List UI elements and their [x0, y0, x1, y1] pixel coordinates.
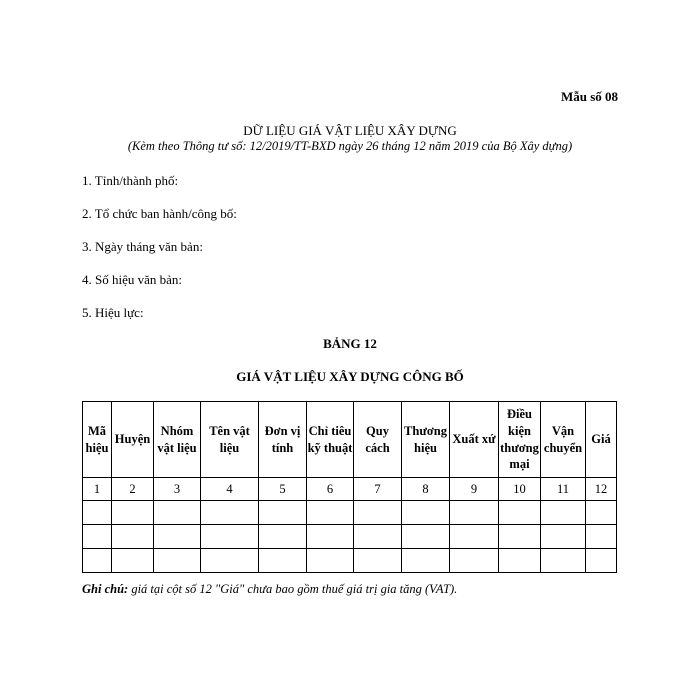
table-cell	[259, 525, 307, 549]
header-transport: Vận chuyển	[541, 402, 586, 478]
info-fields	[82, 173, 237, 338]
table-header-row	[83, 402, 617, 478]
table-cell	[201, 549, 259, 573]
table-cell	[307, 501, 354, 525]
table-cell	[201, 501, 259, 525]
column-number: 10	[499, 478, 541, 501]
table-cell	[450, 549, 499, 573]
table-cell	[450, 501, 499, 525]
table-cell	[83, 501, 112, 525]
field-issuing-organization: 2. Tổ chức ban hành/công bố:	[82, 206, 237, 221]
table-row	[83, 501, 617, 525]
document-subtitle: (Kèm theo Thông tư số: 12/2019/TT-BXD ngày 26 tháng 12 năm 2019 của Bộ Xây dựng)	[127, 139, 573, 153]
table-cell	[541, 525, 586, 549]
table-cell	[112, 549, 154, 573]
table-cell	[259, 549, 307, 573]
table-row	[83, 549, 617, 573]
header-material-group: Nhóm vật liệu	[154, 402, 201, 478]
table-cell	[450, 525, 499, 549]
table-cell	[112, 501, 154, 525]
header-specification: Quy cách	[354, 402, 402, 478]
price-table	[82, 401, 617, 573]
table-cell	[586, 549, 617, 573]
table-cell	[541, 501, 586, 525]
table-cell	[201, 525, 259, 549]
column-number: 7	[354, 478, 402, 501]
header-unit: Đơn vị tính	[259, 402, 307, 478]
note	[82, 582, 457, 597]
column-number: 12	[586, 478, 617, 501]
note-label: Ghi chú:	[82, 582, 129, 596]
table-cell	[586, 525, 617, 549]
table-cell	[402, 525, 450, 549]
column-number: 1	[83, 478, 112, 501]
column-number: 5	[259, 478, 307, 501]
table-cell	[499, 525, 541, 549]
field-document-date: 3. Ngày tháng văn bản:	[82, 239, 203, 254]
table-cell	[402, 501, 450, 525]
field-effective: 5. Hiệu lực:	[82, 305, 144, 320]
table-label: BẢNG 12	[323, 336, 377, 351]
table-cell	[112, 525, 154, 549]
document-title: DỮ LIỆU GIÁ VẬT LIỆU XÂY DỰNG	[243, 123, 457, 138]
column-number: 9	[450, 478, 499, 501]
column-number: 8	[402, 478, 450, 501]
table-cell	[499, 549, 541, 573]
table-cell	[402, 549, 450, 573]
table-cell	[586, 501, 617, 525]
header-technical-spec: Chỉ tiêu kỹ thuật	[307, 402, 354, 478]
table-cell	[259, 501, 307, 525]
header-brand: Thương hiệu	[402, 402, 450, 478]
column-number: 6	[307, 478, 354, 501]
column-number-row	[83, 478, 617, 501]
table-cell	[154, 525, 201, 549]
header-code: Mã hiệu	[83, 402, 112, 478]
table-cell	[307, 549, 354, 573]
table-title: GIÁ VẬT LIỆU XÂY DỰNG CÔNG BỐ	[236, 369, 464, 384]
header-material-name: Tên vật liệu	[201, 402, 259, 478]
field-document-number: 4. Số hiệu văn bản:	[82, 272, 183, 287]
table-row	[83, 525, 617, 549]
header-price: Giá	[586, 402, 617, 478]
table-cell	[154, 501, 201, 525]
table-cell	[307, 525, 354, 549]
table-cell	[354, 549, 402, 573]
header-district: Huyện	[112, 402, 154, 478]
note-text: giá tại cột số 12 "Giá" chưa bao gồm thuế giá trị gia tăng (VAT).	[128, 582, 458, 596]
table-cell	[541, 549, 586, 573]
field-province: 1. Tỉnh/thành phố:	[82, 173, 179, 188]
table-cell	[154, 549, 201, 573]
column-number: 11	[541, 478, 586, 501]
table-cell	[354, 525, 402, 549]
header-trade-terms: Điều kiện thương mại	[499, 402, 541, 478]
column-number: 2	[112, 478, 154, 501]
table-cell	[499, 501, 541, 525]
header-origin: Xuất xứ	[450, 402, 499, 478]
form-number: Mẫu số 08	[560, 89, 618, 104]
table-cell	[83, 549, 112, 573]
table-cell	[354, 501, 402, 525]
column-number: 4	[201, 478, 259, 501]
column-number: 3	[154, 478, 201, 501]
table-cell	[83, 525, 112, 549]
